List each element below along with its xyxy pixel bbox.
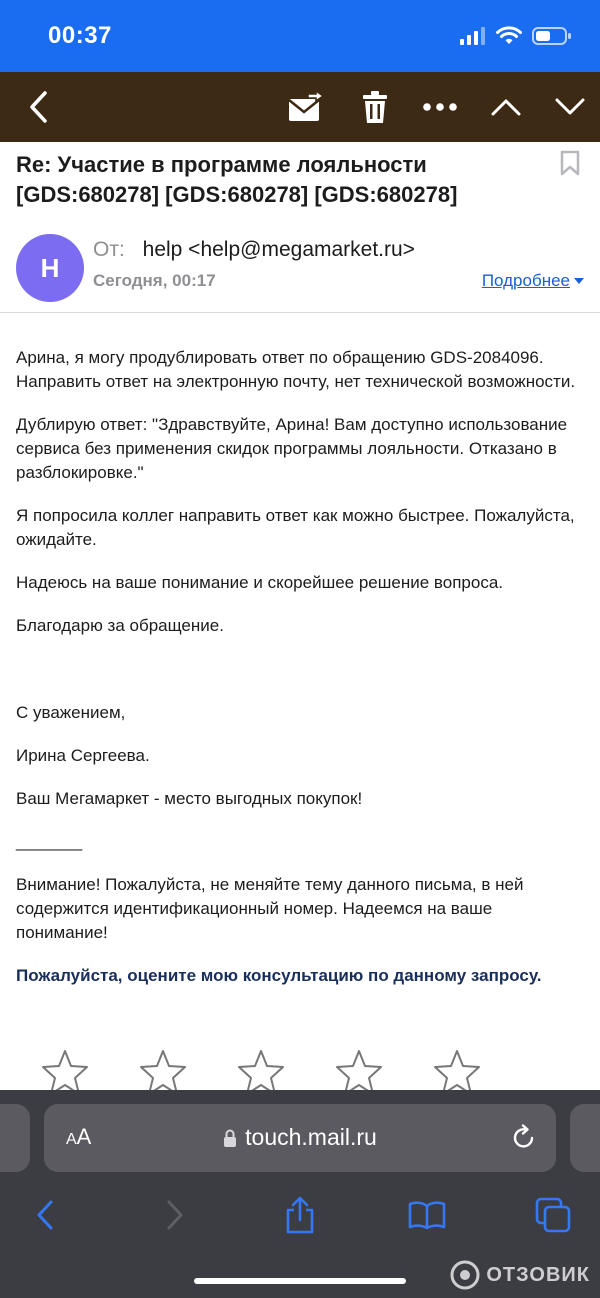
watermark-text: ОТЗОВИК xyxy=(486,1263,590,1286)
more-button[interactable] xyxy=(418,72,462,142)
share-button[interactable] xyxy=(275,1190,325,1240)
separator-line: _______ xyxy=(16,832,83,851)
sender-address[interactable]: help <help@megamarket.ru> xyxy=(142,238,415,261)
next-email-button[interactable] xyxy=(550,72,590,142)
delete-button[interactable] xyxy=(355,72,395,142)
reload-icon xyxy=(512,1124,536,1150)
share-icon xyxy=(284,1196,316,1234)
previous-email-button[interactable] xyxy=(486,72,526,142)
sender-row xyxy=(93,238,415,262)
bookmarks-icon xyxy=(408,1200,446,1230)
flag-button[interactable] xyxy=(558,150,582,181)
tabs-icon xyxy=(535,1197,571,1233)
status-icons xyxy=(460,26,572,46)
body-paragraph: Я попросила коллег направить ответ как можно быстрее. Пожалуйста, ожидайте. xyxy=(16,506,575,549)
address-bar[interactable] xyxy=(44,1104,556,1172)
spacer xyxy=(16,657,576,701)
wifi-icon xyxy=(496,26,522,46)
signature-greeting: С уважением, xyxy=(16,703,126,722)
watermark xyxy=(450,1260,590,1290)
email-date: Сегодня, 00:17 xyxy=(93,271,216,290)
browser-back-button[interactable] xyxy=(20,1190,70,1240)
home-indicator[interactable] xyxy=(194,1278,406,1284)
chevron-up-icon xyxy=(490,98,522,116)
forward-icon xyxy=(165,1199,185,1231)
details-label: Подробнее xyxy=(481,271,570,290)
lock-icon xyxy=(223,1129,237,1147)
caret-down-icon xyxy=(574,278,584,284)
signal-icon xyxy=(460,27,486,45)
body-paragraph: Дублирую ответ: "Здравствуйте, Арина! Вам доступно использование сервиса без применения скидок программы лояльности. Отказано в разблокировке." xyxy=(16,415,568,482)
browser-bottom-bar xyxy=(0,1090,600,1298)
chevron-left-icon xyxy=(28,90,48,124)
notice-paragraph: Внимание! Пожалуйста, не меняйте тему данного письма, в ней содержится идентификационный номер. Надеемся на ваше понимание! xyxy=(16,875,524,942)
browser-forward-button[interactable] xyxy=(150,1190,200,1240)
body-paragraph: Арина, я могу продублировать ответ по обращению GDS-2084096. Направить ответ на электронную почту, нет технической возможности. xyxy=(16,348,576,391)
tabs-button[interactable] xyxy=(528,1190,578,1240)
text-size-button[interactable]: AA xyxy=(66,1124,92,1149)
chevron-down-icon xyxy=(554,98,586,116)
battery-icon xyxy=(532,26,572,46)
body-paragraph: Надеюсь на ваше понимание и скорейшее решение вопроса. xyxy=(16,573,503,592)
move-mail-button[interactable] xyxy=(283,72,327,142)
back-icon xyxy=(35,1199,55,1231)
status-bar xyxy=(0,0,600,72)
signature-name: Ирина Сергеева. xyxy=(16,746,150,765)
otzovik-logo-icon xyxy=(450,1260,480,1290)
url-text: touch.mail.ru xyxy=(245,1124,377,1150)
bookmark-icon xyxy=(558,150,582,176)
url-display[interactable] xyxy=(44,1124,556,1151)
more-icon xyxy=(423,103,457,111)
from-label: От: xyxy=(93,238,125,261)
status-time: 00:37 xyxy=(48,22,112,49)
header-divider xyxy=(0,312,600,313)
reload-button[interactable] xyxy=(512,1124,536,1155)
back-button[interactable] xyxy=(18,72,58,142)
sender-avatar: H xyxy=(16,234,84,302)
next-tab-preview[interactable] xyxy=(570,1104,600,1172)
body-paragraph: Благодарю за обращение. xyxy=(16,616,224,635)
trash-icon xyxy=(361,91,389,123)
email-body xyxy=(16,346,576,1007)
mail-toolbar xyxy=(0,72,600,142)
rating-prompt: Пожалуйста, оцените мою консультацию по данному запросу. xyxy=(16,966,542,985)
bookmarks-button[interactable] xyxy=(402,1190,452,1240)
move-mail-icon xyxy=(286,91,324,123)
signature-slogan: Ваш Мегамаркет - место выгодных покупок! xyxy=(16,789,363,808)
previous-tab-preview[interactable] xyxy=(0,1104,30,1172)
details-link[interactable] xyxy=(482,271,584,291)
email-subject: Re: Участие в программе лояльности [GDS:680278] [GDS:680278] [GDS:680278] xyxy=(16,152,458,207)
